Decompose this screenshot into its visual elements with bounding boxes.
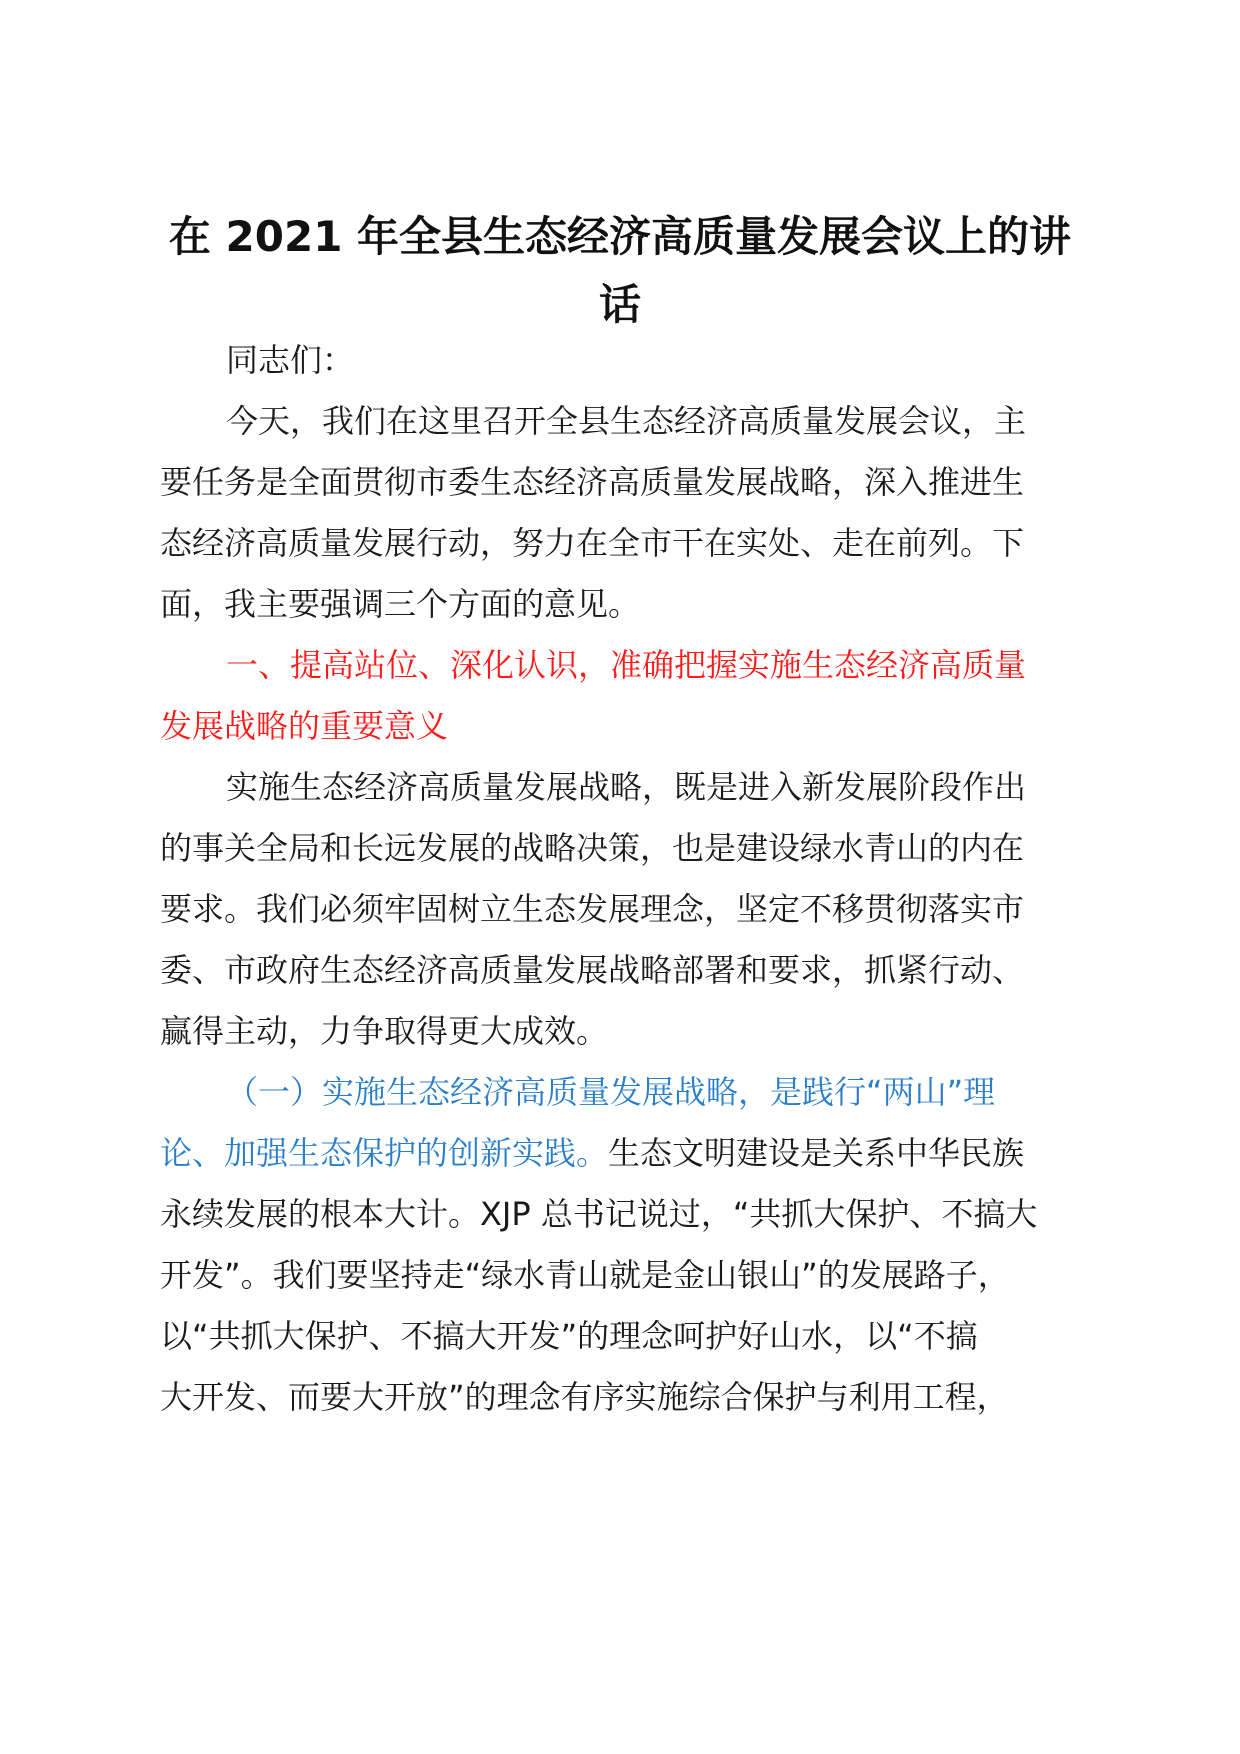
document-title: 在 2021 年全县生态经济高质量发展会议上的讲话 xyxy=(168,212,1072,329)
section-heading-line: 发展战略的重要意义 xyxy=(160,707,449,745)
paragraph1-line: 态经济高质量发展行动，努力在全市干在实处、走在前列。下 xyxy=(160,524,1025,562)
paragraph1-line: 今天，我们在这里召开全县生态经济高质量发展会议，主 xyxy=(226,402,1027,440)
subsection-body-line: 开发”。我们要坚持走“绿水青山就是金山银山”的发展路子， xyxy=(160,1256,1010,1294)
subsection-body-line: 以“共抓大保护、不搞大开发”的理念呵护好山水，以“不搞 xyxy=(160,1317,978,1355)
paragraph2-line: 要求。我们必须牢固树立生态发展理念，坚定不移贯彻落实市 xyxy=(160,890,1025,928)
paragraph1-line: 要任务是全面贯彻市委生态经济高质量发展战略，深入推进生 xyxy=(160,463,1025,501)
subsection-body-line: 大开发、而要大开放”的理念有序实施综合保护与利用工程， xyxy=(160,1378,1009,1416)
paragraph2-line: 实施生态经济高质量发展战略，既是进入新发展阶段作出 xyxy=(226,768,1027,806)
paragraph2-line: 赢得主动，力争取得更大成效。 xyxy=(160,1012,609,1050)
section-heading-line: 一、提高站位、深化认识，准确把握实施生态经济高质量 xyxy=(226,646,1027,684)
paragraph2-line: 委、市政府生态经济高质量发展战略部署和要求，抓紧行动、 xyxy=(160,951,1025,989)
subsection-heading-tail: 论、加强生态保护的创新实践。 xyxy=(160,1134,609,1172)
subsection-mixed-line xyxy=(160,1133,1120,1173)
subsection-body-line: 永续发展的根本大计。XJP 总书记说过，“共抓大保护、不搞大 xyxy=(160,1195,1038,1233)
paragraph2-line: 的事关全局和长远发展的战略决策，也是建设绿水青山的内在 xyxy=(160,829,1025,867)
subsection-body-start: 生态文明建设是关系中华民族 xyxy=(608,1134,1025,1172)
subsection-heading-line: （一）实施生态经济高质量发展战略，是践行“两山”理 xyxy=(226,1073,996,1111)
greeting: 同志们： xyxy=(226,341,355,379)
paragraph1-line: 面，我主要强调三个方面的意见。 xyxy=(160,585,641,623)
